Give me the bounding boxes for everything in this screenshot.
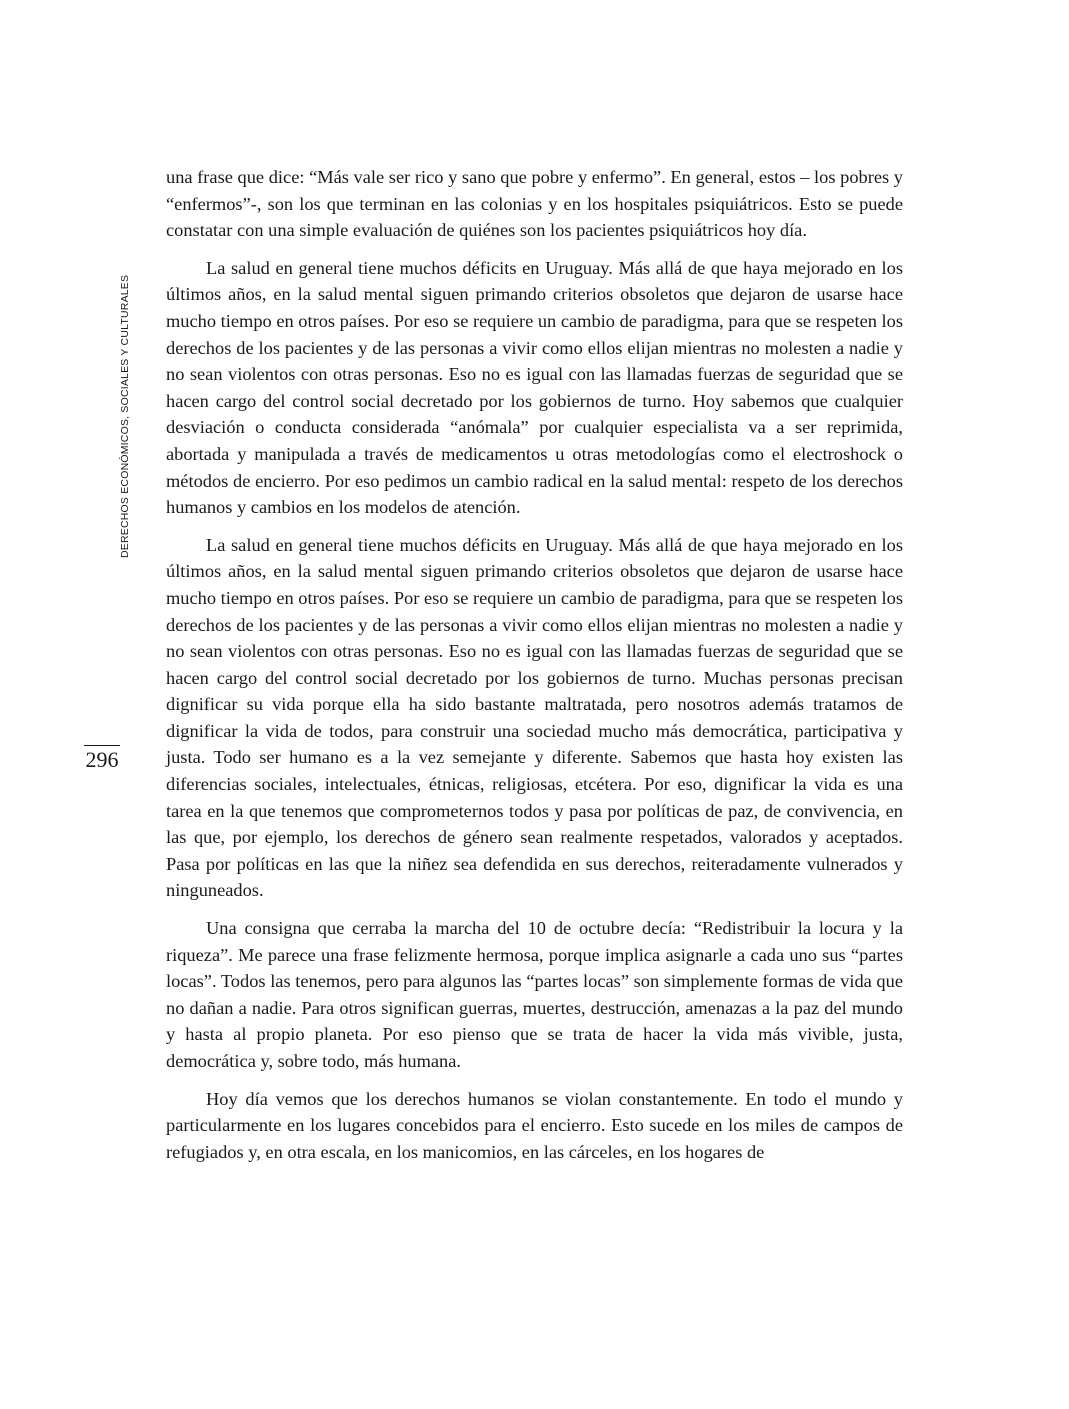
page-number: 296 — [85, 747, 119, 772]
running-header: DERECHOS ECONÓMICOS, SOCIALES Y CULTURALES — [119, 274, 131, 558]
paragraph-5: Hoy día vemos que los derechos humanos se violan constantemente. En todo el mundo y particularmente en los lugares concebidos para el encierro. Esto sucede en los miles de campos de refugiados y, en otra escala, en los manicomios, en las cárceles, en los hogares de — [166, 1088, 903, 1162]
paragraph-4: Una consigna que cerraba la marcha del 10 de octubre decía: “Redistribuir la locura y la riqueza”. Me parece una frase felizmente hermosa, porque implica asignarle a cada uno sus “partes locas”. Todos las tenemos, pero para algunos las “partes locas” son simplemente formas de vida que no dañan a nadie. Para otros significan guerras, muertes, destrucción, amenazas a la paz del mundo y hasta al propio planeta. Por eso pienso que se trata de hacer la vida más vivible, justa, democrática y, sobre todo, más humana. — [166, 918, 903, 1071]
paragraph-3: La salud en general tiene muchos déficits en Uruguay. Más allá de que haya mejorado en los últimos años, en la salud mental siguen primando criterios obsoletos que dejaron de usarse hace mucho tiempo en otros países. Por eso se requiere un cambio de paradigma, para que se respeten los derechos de los pacientes y de las personas a vivir como ellos elijan mientras no molesten a nadie y no sean violentos con otras personas. Eso no es igual con las llamadas fuerzas de seguridad que se hacen cargo del control social decretado por los gobiernos de turno. Muchas personas precisan dignificar su vida porque ella ha sido bastante maltratada, pero nosotros además tratamos de dignificar la vida de todos, para construir una sociedad mucho más democrática, participativa y justa. Todo ser humano es a la vez semejante y diferente. Sabemos que hasta hoy existen las diferencias sociales, intelectuales, étnicas, religiosas, etcétera. Por eso, dignificar la vida es una tarea en la que tenemos que comprometernos todos y pasa por políticas de paz, de convivencia, en las que, por ejemplo, los derechos de género sean realmente respetados, valorados y aceptados. Pasa por políticas en las que la niñez sea defendida en sus derechos, reiteradamente vulnerados y ninguneados. — [166, 534, 903, 901]
paragraph-1: una frase que dice: “Más vale ser rico y sano que pobre y enfermo”. En general, estos – los pobres y “enfermos”-, son los que terminan en las colonias y en los hospitales psiquiátricos. Esto se puede constatar con una simple evaluación de quiénes son los pacientes psiquiátricos hoy día. — [166, 167, 903, 241]
paragraph-2: La salud en general tiene muchos déficits en Uruguay. Más allá de que haya mejorado en los últimos años, en la salud mental siguen primando criterios obsoletos que dejaron de usarse hace mucho tiempo en otros países. Por eso se requiere un cambio de paradigma, para que se respeten los derechos de los pacientes y de las personas a vivir como ellos elijan mientras no molesten a nadie y no sean violentos con otras personas. Eso no es igual con las llamadas fuerzas de seguridad que se hacen cargo del control social decretado por los gobiernos de turno. Hoy sabemos que cualquier desviación o conducta considerada “anómala” por cualquier especialista va a ser reprimida, abortada y manipulada a través de medicamentos u otras metodologías como el electroshock o métodos de encierro. Por eso pedimos un cambio radical en la salud mental: respeto de los derechos humanos y cambios en los modelos de atención. — [166, 257, 903, 518]
page-number-rule — [84, 745, 120, 746]
body-text — [166, 164, 903, 1176]
